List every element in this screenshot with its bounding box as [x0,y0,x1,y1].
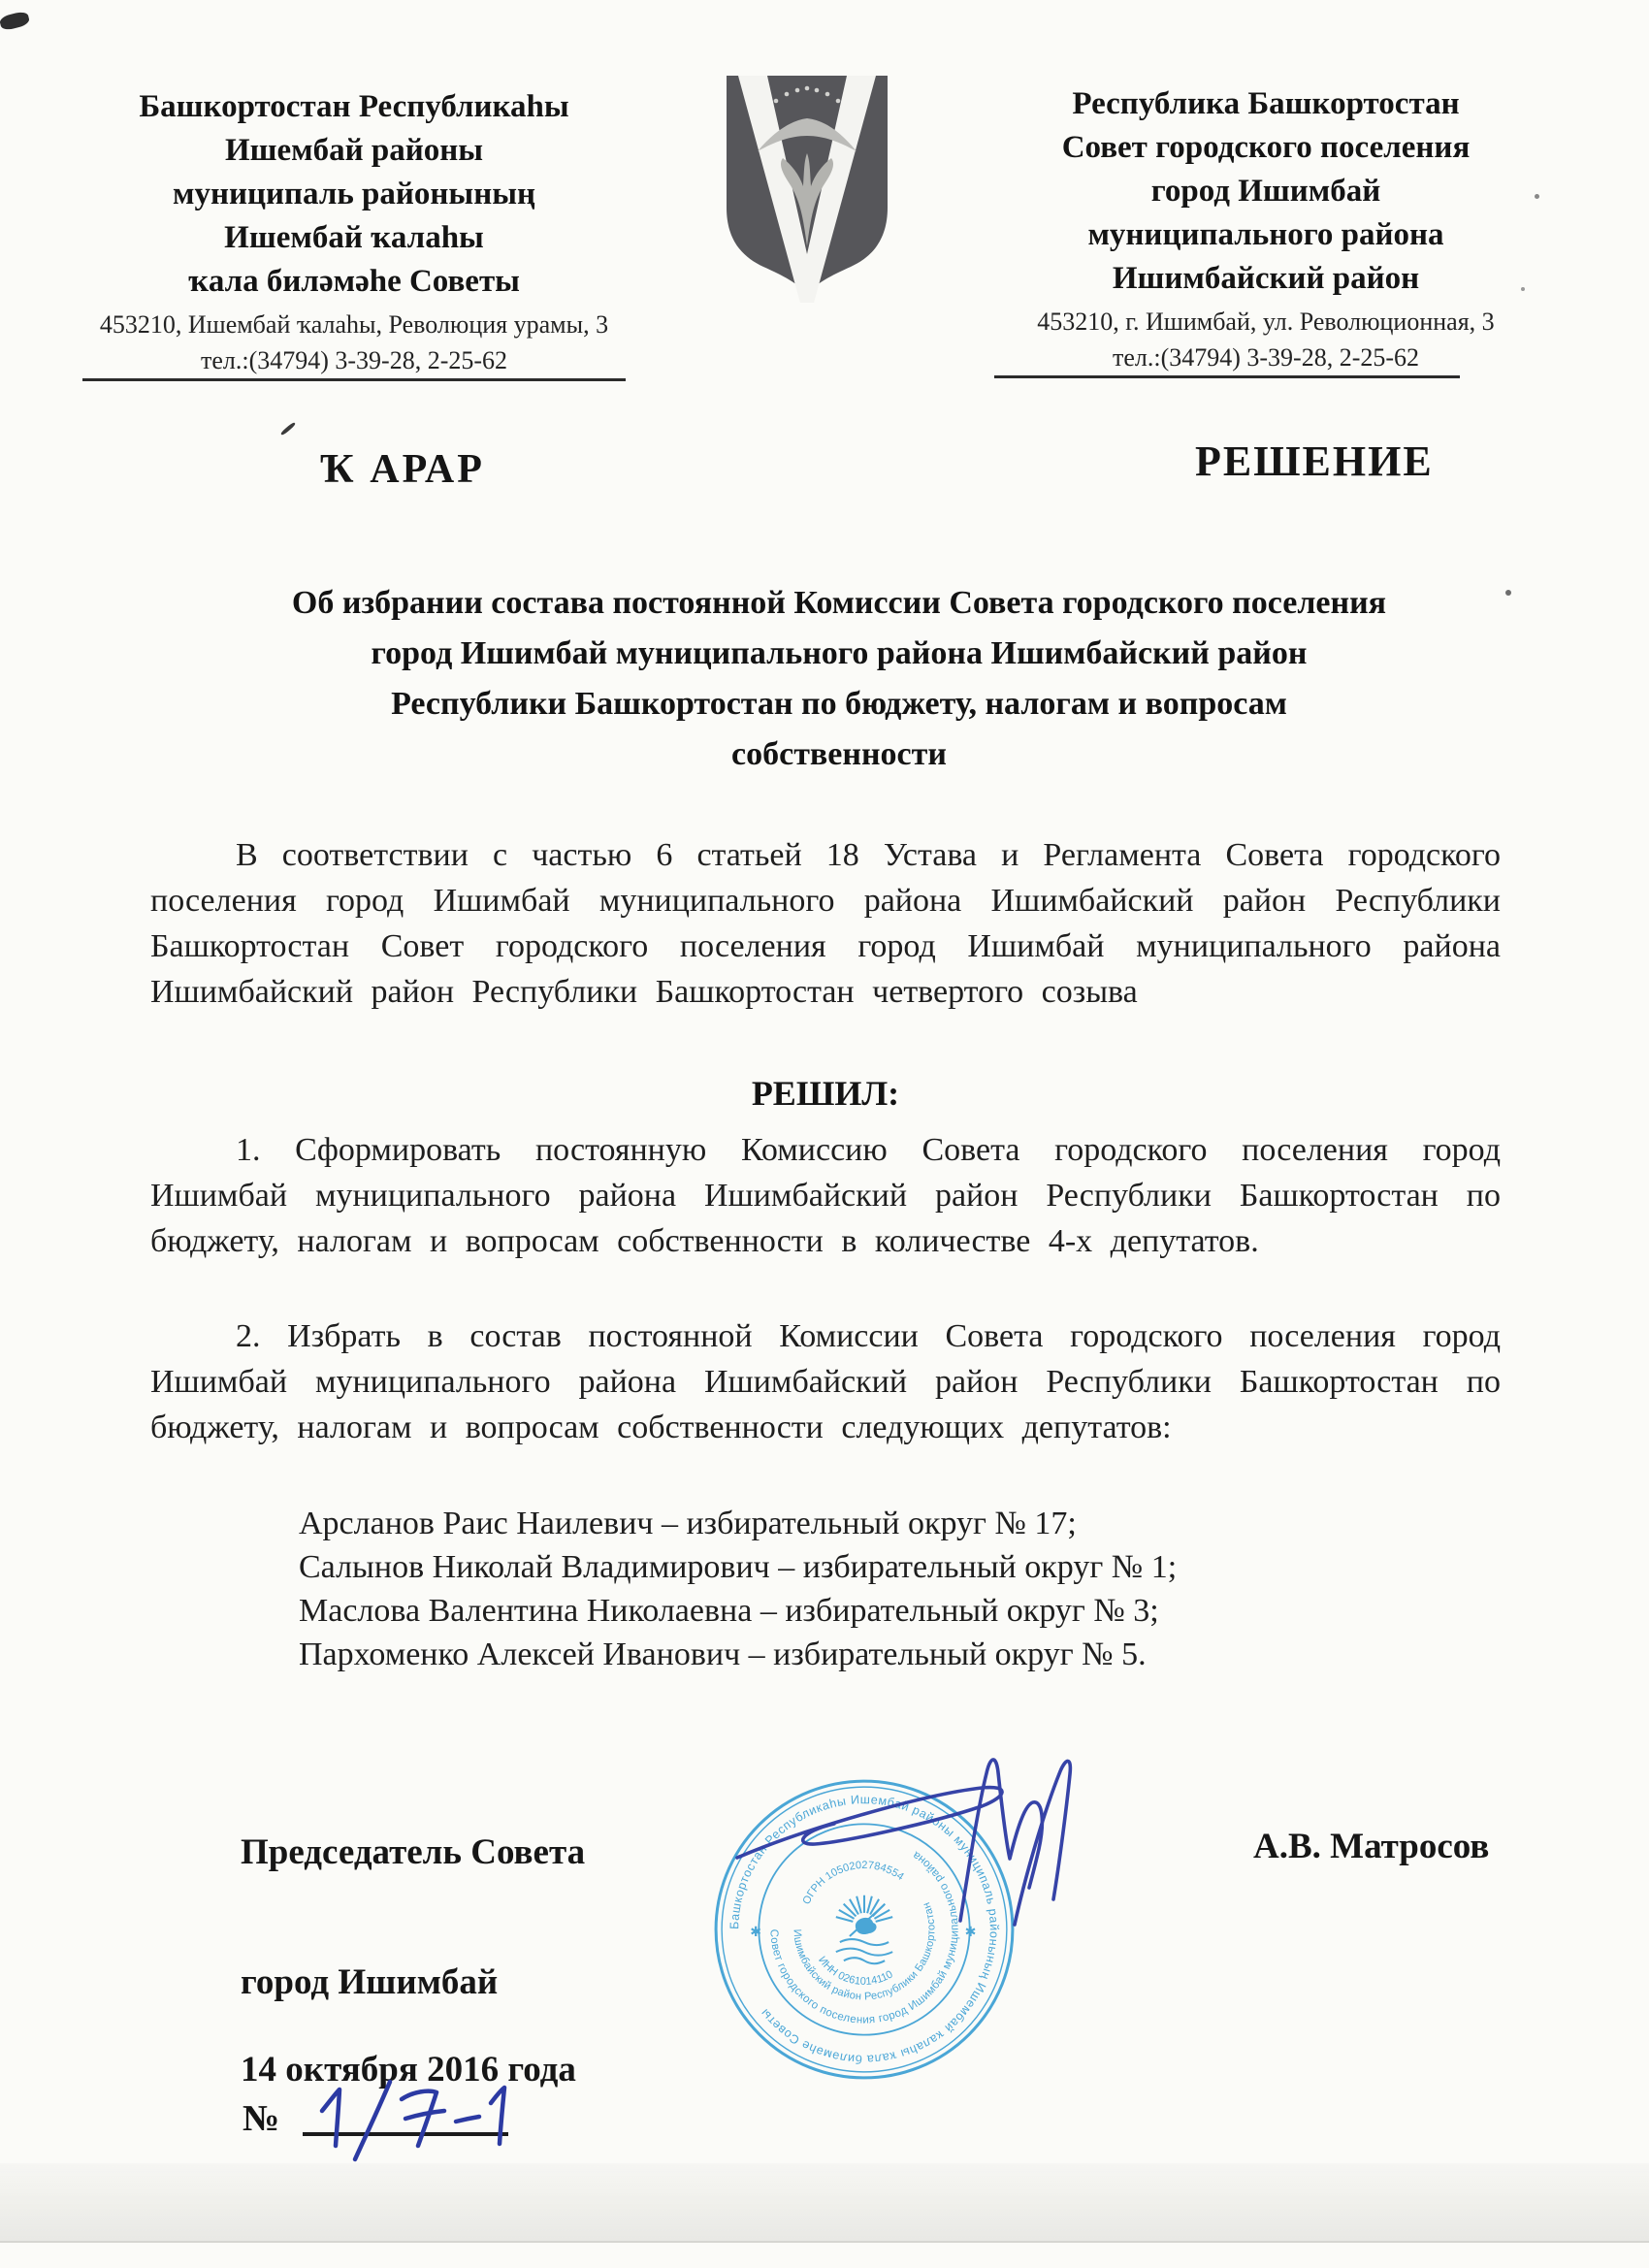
deputy-line: Арсланов Раис Наилевич – избирательный округ № 17; [299,1506,1077,1541]
deputy-line: Пархоменко Алексей Иванович – избирательный округ № 5. [299,1636,1147,1672]
scan-artifact [1535,194,1539,199]
org-address-line: 453210, г. Ишимбай, ул. Революционная, 3 [1037,308,1495,336]
stamp-ogrn-text: ОГРН 1050202784554 [800,1859,906,1907]
scan-artifact [280,422,296,437]
stamp-inner-text-2: Ишимбайский район Республики Башкортостан [791,1900,938,2003]
handwritten-number [308,2078,522,2165]
scan-artifact [0,11,30,32]
resolved-item-2: 2. Избрать в состав постоянной Комиссии Совета городского поселения город Ишимбай муниципального района Ишимбайский район Республики Башкортостан по бюджету, налогам и вопросам собственности следующих депутатов: [150,1318,1501,1445]
title-karar: Ҡ АРАР [320,447,485,492]
deputy-line: Салынов Николай Владимирович – избирательный округ № 1; [299,1549,1178,1585]
signature-ink-icon [669,1734,1135,1958]
date-line: 14 октября 2016 года [241,2050,576,2090]
org-address-line: тел.:(34794) 3-39-28, 2-25-62 [200,346,508,374]
org-name-line: Ишимбайский район [1112,261,1420,296]
subject-line: Об избрании состава постоянной Комиссии Совета городского поселения [291,585,1387,621]
header-right-org [989,82,1542,378]
org-name-line: муниципального района [1087,217,1444,252]
org-name-line: Республика Башкортостан [1072,86,1460,121]
chairman-name: А.В. Матросов [1253,1827,1490,1866]
resolved-item-1: 1. Сформировать постоянную Комиссию Совета городского поселения город Ишимбай муниципального района Ишимбайский район Республики Башкортостан по бюджету, налогам и вопросам собственности в количестве 4-х депутатов. [150,1132,1501,1259]
deputies-list [299,1502,1177,1676]
title-reshenie: РЕШЕНИЕ [1195,437,1434,485]
address-underline [994,375,1460,378]
subject-line: город Ишимбай муниципального района Ишимбайский район [371,635,1308,671]
coat-of-arms-icon [715,70,899,303]
number-label: № [242,2098,280,2139]
org-address-line: 453210, Ишембай ҡалаһы, Революция урамы, 3 [99,310,609,339]
resolved-heading: РЕШИЛ: [751,1074,900,1113]
subject-title [165,578,1513,780]
chairman-title: Председатель Совета [241,1832,586,1872]
org-address-line: тел.:(34794) 3-39-28, 2-25-62 [1112,343,1420,372]
deputy-line: Маслова Валентина Николаевна – избирательный округ № 3; [299,1593,1159,1629]
stamp-star-separator: ✱ [750,1924,762,1940]
stamp-outer-text: Башкортостан Республикаһы Ишембай районы муниципаль районының Ишембай ҡалаһы ҡала биләмәһе Советы [728,1793,1001,2066]
intro-paragraph: В соответствии с частью 6 статьей 18 Устава и Регламента Совета городского поселения город Ишимбай муниципального района Ишимбайский район Республики Башкортостан Совет городского поселения город Ишимбай муниципального района Ишимбайский район Республики Башкортостан четвертого созыва [150,837,1501,1010]
org-name-line: город Ишимбай [1150,174,1381,209]
org-name-line: Башкортостан Республикаһы [139,89,569,124]
scan-artifact [1505,590,1511,596]
subject-line: собственности [731,736,947,772]
subject-line: Республики Башкортостан по бюджету, налогам и вопросам [391,686,1287,722]
stamp-inn-text: ИНН 0261014110 [816,1954,895,1988]
header-left-org [82,85,626,381]
city-line: город Ишимбай [241,1962,499,2002]
stamp-star-separator: ✱ [964,1924,977,1940]
stamp-inner-text-1: Совет городского поселения город Ишимбай муниципального района [767,1848,961,2026]
org-name-line: ҡала биләмәһе Советы [188,264,520,299]
org-name-line: Совет городского поселения [1061,130,1471,165]
scan-artifact [1521,287,1525,291]
org-name-line: Ишембай ҡалаһы [224,220,484,255]
scan-edge-band [0,2163,1649,2243]
org-name-line: муниципаль районының [173,177,535,211]
address-underline [82,378,626,381]
org-name-line: Ишембай районы [224,133,484,168]
